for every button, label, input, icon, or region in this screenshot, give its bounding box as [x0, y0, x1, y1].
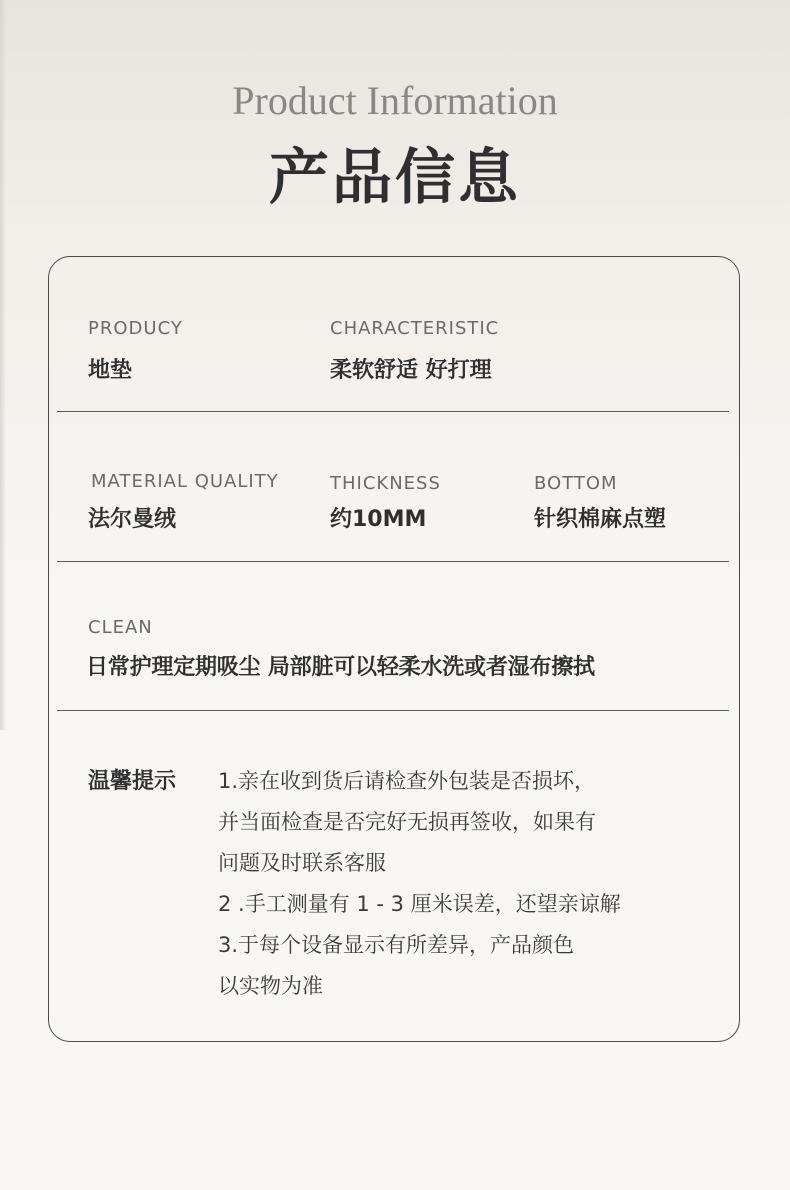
characteristic-label: CHARACTERISTIC: [330, 318, 500, 339]
tip-line: 1.亲在收到货后请检查外包装是否损坏，: [218, 769, 596, 793]
tip-line: 3.于每个设备显示有所差异，产品颜色: [218, 933, 575, 957]
tip-line: 以实物为准: [218, 974, 323, 998]
material-value: 法尔曼绒: [88, 507, 177, 532]
bottom-label: BOTTOM: [534, 473, 618, 494]
clean-label: CLEAN: [88, 617, 153, 638]
clean-value: 日常护理定期吸尘 局部脏可以轻柔水洗或者湿布擦拭: [86, 655, 595, 680]
page-title-english: Product Information: [232, 78, 558, 123]
characteristic-value: 柔软舒适 好打理: [330, 358, 492, 383]
tips-title: 温馨提示: [88, 769, 177, 794]
tip-line: 并当面检查是否完好无损再签收，如果有: [218, 810, 596, 834]
row-divider: [57, 710, 729, 711]
page-title-chinese: 产品信息: [269, 143, 521, 213]
tip-line: 2 .手工测量有 1 - 3 厘米误差，还望亲谅解: [218, 892, 621, 916]
bottom-value: 针织棉麻点塑: [534, 507, 667, 532]
thickness-label: THICKNESS: [330, 473, 441, 494]
row-divider: [57, 411, 729, 412]
tip-line: 问题及时联系客服: [218, 851, 386, 875]
product-label: PRODUCY: [88, 318, 183, 339]
thickness-value: 约10MM: [330, 507, 427, 532]
product-value: 地垫: [88, 358, 133, 383]
row-divider: [57, 561, 729, 562]
material-label: MATERIAL QUALITY: [91, 471, 279, 492]
